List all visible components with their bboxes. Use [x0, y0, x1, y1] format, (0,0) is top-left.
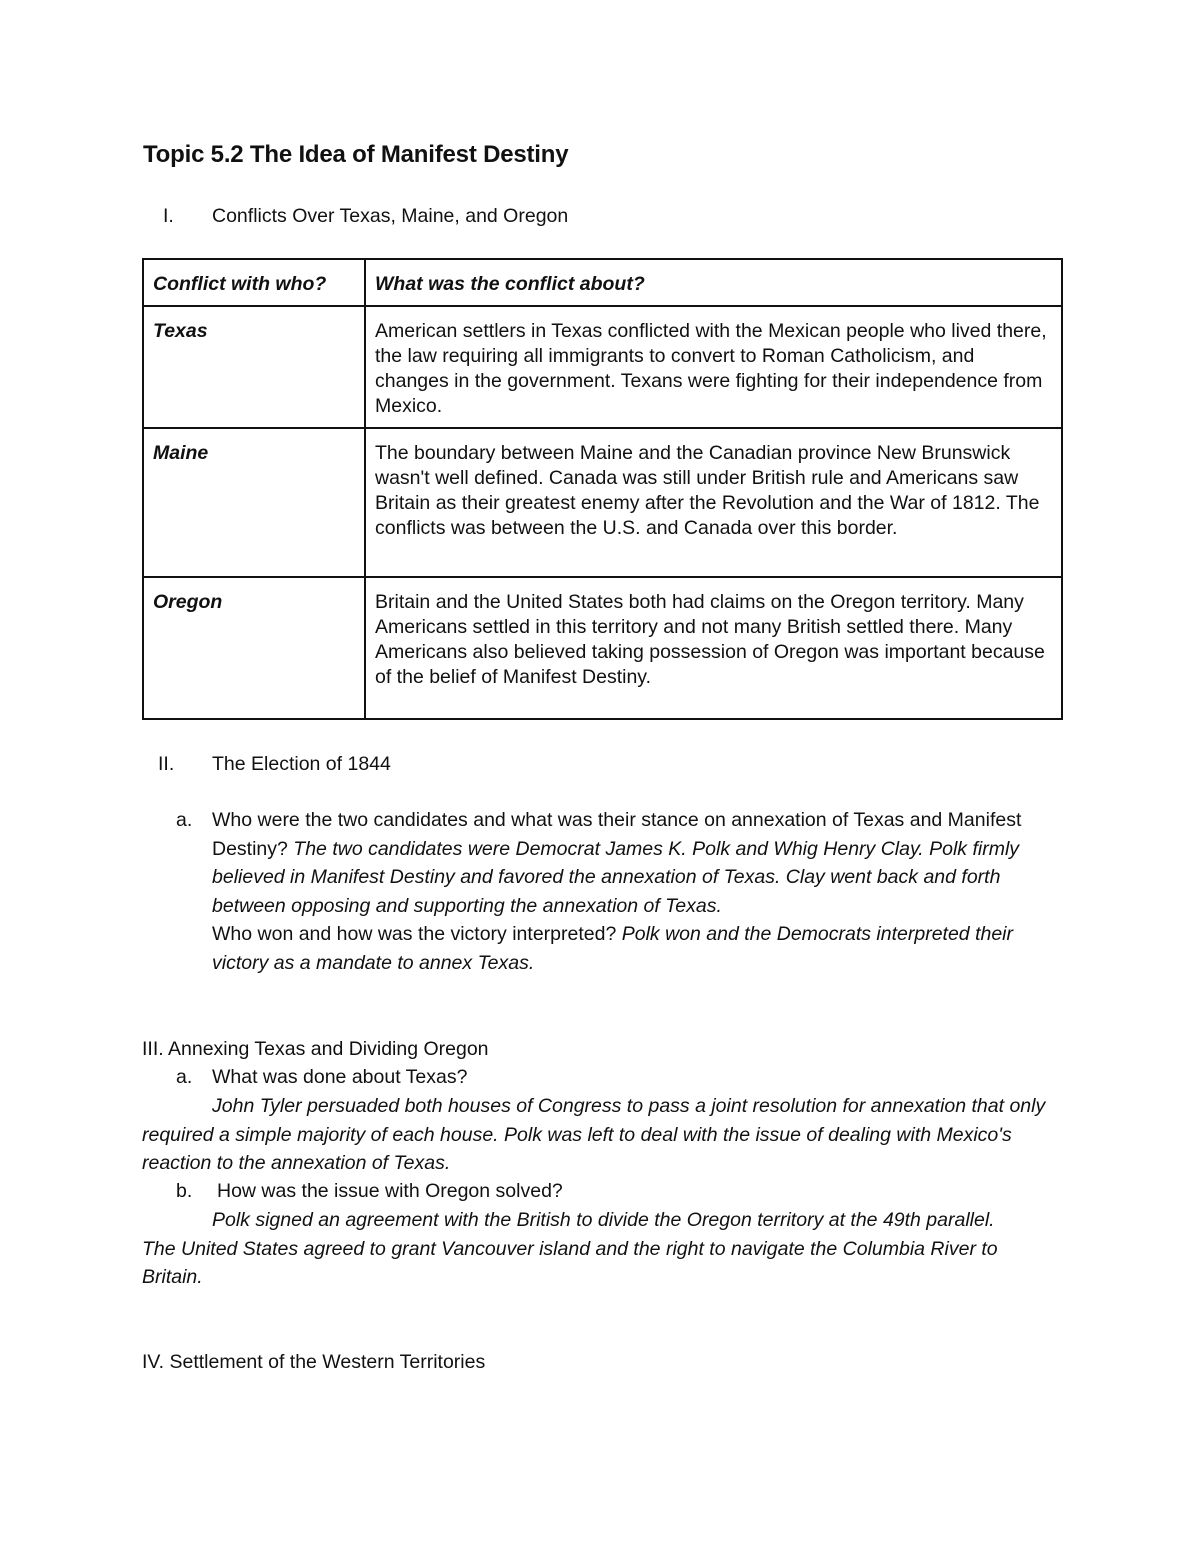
row-name-cell: Texas	[143, 306, 365, 428]
question-text: What was done about Texas?	[212, 1066, 468, 1088]
item-letter: a.	[176, 809, 193, 831]
table-row	[143, 428, 1062, 577]
row-text-cell: American settlers in Texas conflicted with the Mexican people who lived there, the law requiring all immigrants to convert to Roman Catholicism, and changes in the government. Texans were fighting for their independence from Mexico.	[365, 306, 1062, 428]
election-answer-block	[212, 806, 1062, 978]
row-name-cell: Oregon	[143, 577, 365, 719]
conflicts-table	[142, 258, 1063, 720]
section-2-numeral: II.	[158, 753, 175, 775]
table-header-cell: Conflict with who?	[143, 259, 365, 306]
table-header-cell: What was the conflict about?	[365, 259, 1062, 306]
row-text-cell: Britain and the United States both had claims on the Oregon territory. Many Americans settled in this territory and not many British settled there. Many Americans also believed taking possession of Oregon was important because of the belief of Manifest Destiny.	[365, 577, 1062, 719]
section-2-heading: The Election of 1844	[212, 753, 391, 775]
question-text: How was the issue with Oregon solved?	[217, 1180, 563, 1202]
answer-text: John Tyler persuaded both houses of Congress to pass a joint resolution for annexation that only required a simple majority of each house. Polk was left to deal with the issue of dealing with Mexico's reaction to the annexation of Texas.	[142, 1095, 1046, 1175]
row-text-cell: The boundary between Maine and the Canadian province New Brunswick wasn't well defined. Canada was still under British rule and Americans saw Britain as their greatest enemy after the Revolution and the War of 1812. The conflicts was between the U.S. and Canada over this border.	[365, 428, 1062, 577]
section-1-numeral: I.	[163, 205, 174, 227]
table-header-row	[143, 259, 1062, 306]
section-3-heading: III. Annexing Texas and Dividing Oregon	[142, 1038, 489, 1060]
section-1-heading: Conflicts Over Texas, Maine, and Oregon	[212, 205, 569, 227]
answer-text: Polk signed an agreement with the British to divide the Oregon territory at the 49th parallel. The United States agreed to grant Vancouver island and the right to navigate the Columbia River to Britain.	[142, 1209, 998, 1289]
item-letter: a.	[176, 1066, 193, 1088]
row-name-cell: Maine	[143, 428, 365, 577]
table-row	[143, 577, 1062, 719]
page-title: Topic 5.2 The Idea of Manifest Destiny	[143, 141, 569, 168]
table-row	[143, 306, 1062, 428]
item-letter: b.	[176, 1180, 193, 1202]
section-4-heading: IV. Settlement of the Western Territories	[142, 1351, 486, 1373]
question-text: Who were the two candidates and what was their stance on annexation of Texas and Manifest Destiny?	[212, 809, 1022, 860]
answer-text: Polk won and the Democrats interpreted their victory as a mandate to annex Texas.	[212, 923, 1014, 974]
question-text: Who won and how was the victory interpreted?	[212, 923, 617, 946]
answer-text: The two candidates were Democrat James K. Polk and Whig Henry Clay. Polk firmly believed in Manifest Destiny and favored the annexation of Texas. Clay went back and forth between opposing and supporting the annexation of Texas.	[212, 837, 1020, 917]
